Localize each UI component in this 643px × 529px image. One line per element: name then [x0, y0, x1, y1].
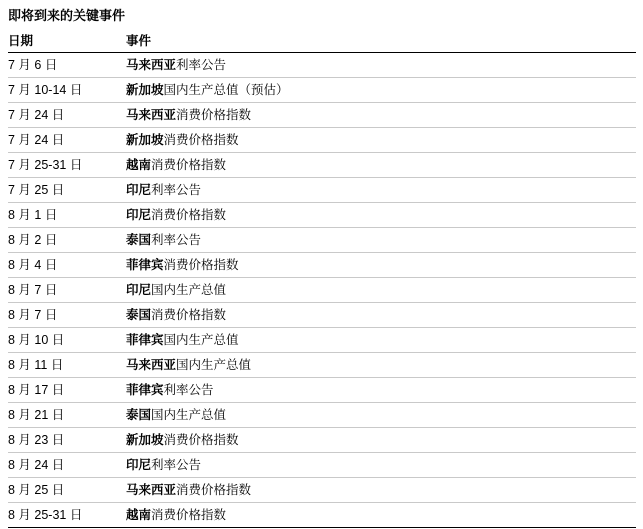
- event-description: 利率公告: [176, 58, 227, 72]
- event-description: 消费价格指数: [151, 208, 227, 222]
- table-row: [8, 403, 636, 428]
- table-body: [8, 53, 636, 528]
- event-country: 马来西亚: [126, 358, 177, 372]
- cell-event: [126, 378, 636, 403]
- event-country: 菲律宾: [126, 258, 164, 272]
- cell-date: 8 月 7 日: [8, 303, 126, 328]
- event-country: 泰国: [126, 308, 152, 322]
- table-row: [8, 353, 636, 378]
- cell-date: 7 月 25-31 日: [8, 153, 126, 178]
- event-country: 泰国: [126, 408, 152, 422]
- event-description: 利率公告: [151, 233, 202, 247]
- cell-event: [126, 78, 636, 103]
- cell-date: 7 月 10-14 日: [8, 78, 126, 103]
- event-country: 越南: [126, 508, 152, 522]
- event-description: 利率公告: [163, 383, 214, 397]
- table-row: [8, 153, 636, 178]
- cell-event: [126, 53, 636, 78]
- event-country: 越南: [126, 158, 152, 172]
- event-description: 利率公告: [151, 183, 202, 197]
- table-row: [8, 278, 636, 303]
- cell-date: 8 月 2 日: [8, 228, 126, 253]
- cell-event: [126, 128, 636, 153]
- event-description: 消费价格指数: [163, 258, 239, 272]
- event-description: 消费价格指数: [163, 133, 239, 147]
- event-description: 国内生产总值: [151, 408, 227, 422]
- event-country: 新加坡: [126, 433, 164, 447]
- cell-date: 7 月 6 日: [8, 53, 126, 78]
- event-description: 消费价格指数: [176, 483, 252, 497]
- cell-date: 8 月 1 日: [8, 203, 126, 228]
- event-description: 消费价格指数: [151, 308, 227, 322]
- cell-date: 8 月 11 日: [8, 353, 126, 378]
- column-header-date: 日期: [8, 30, 126, 53]
- event-country: 印尼: [126, 283, 152, 297]
- cell-event: [126, 403, 636, 428]
- event-country: 菲律宾: [126, 333, 164, 347]
- event-description: 国内生产总值: [176, 358, 252, 372]
- cell-date: 8 月 7 日: [8, 278, 126, 303]
- page-title: 即将到来的关键事件: [8, 8, 126, 23]
- cell-date: 8 月 25-31 日: [8, 503, 126, 528]
- cell-date: 7 月 24 日: [8, 103, 126, 128]
- event-country: 印尼: [126, 208, 152, 222]
- cell-date: 7 月 25 日: [8, 178, 126, 203]
- upcoming-events-table: [8, 30, 636, 528]
- event-country: 新加坡: [126, 133, 164, 147]
- cell-date: 7 月 24 日: [8, 128, 126, 153]
- table-row: [8, 378, 636, 403]
- event-description: 国内生产总值（预估）: [163, 83, 289, 97]
- event-country: 印尼: [126, 458, 152, 472]
- cell-event: [126, 303, 636, 328]
- cell-date: 8 月 25 日: [8, 478, 126, 503]
- event-country: 印尼: [126, 183, 152, 197]
- cell-event: [126, 328, 636, 353]
- table-row: [8, 228, 636, 253]
- event-description: 消费价格指数: [151, 158, 227, 172]
- cell-date: 8 月 24 日: [8, 453, 126, 478]
- cell-event: [126, 103, 636, 128]
- table-row: [8, 103, 636, 128]
- column-header-event: 事件: [126, 30, 636, 53]
- table-row: [8, 178, 636, 203]
- event-description: 消费价格指数: [176, 108, 252, 122]
- cell-date: 8 月 17 日: [8, 378, 126, 403]
- table-row: [8, 328, 636, 353]
- cell-event: [126, 353, 636, 378]
- event-country: 新加坡: [126, 83, 164, 97]
- table-row: [8, 53, 636, 78]
- cell-event: [126, 503, 636, 528]
- event-description: 消费价格指数: [151, 508, 227, 522]
- event-country: 马来西亚: [126, 108, 177, 122]
- cell-event: [126, 478, 636, 503]
- cell-event: [126, 178, 636, 203]
- cell-date: 8 月 10 日: [8, 328, 126, 353]
- table-row: [8, 453, 636, 478]
- table-header-row: [8, 30, 636, 53]
- table-row: [8, 428, 636, 453]
- cell-date: 8 月 21 日: [8, 403, 126, 428]
- cell-event: [126, 453, 636, 478]
- event-country: 马来西亚: [126, 58, 177, 72]
- cell-event: [126, 228, 636, 253]
- event-description: 国内生产总值: [151, 283, 227, 297]
- table-row: [8, 78, 636, 103]
- event-description: 利率公告: [151, 458, 202, 472]
- cell-event: [126, 253, 636, 278]
- cell-event: [126, 278, 636, 303]
- table-row: [8, 303, 636, 328]
- event-country: 菲律宾: [126, 383, 164, 397]
- cell-date: 8 月 23 日: [8, 428, 126, 453]
- event-country: 马来西亚: [126, 483, 177, 497]
- cell-event: [126, 153, 636, 178]
- table-row: [8, 128, 636, 153]
- cell-event: [126, 428, 636, 453]
- table-row: [8, 203, 636, 228]
- event-country: 泰国: [126, 233, 152, 247]
- cell-date: 8 月 4 日: [8, 253, 126, 278]
- event-description: 国内生产总值: [163, 333, 239, 347]
- table-row: [8, 478, 636, 503]
- event-description: 消费价格指数: [163, 433, 239, 447]
- table-row: [8, 503, 636, 528]
- table-row: [8, 253, 636, 278]
- cell-event: [126, 203, 636, 228]
